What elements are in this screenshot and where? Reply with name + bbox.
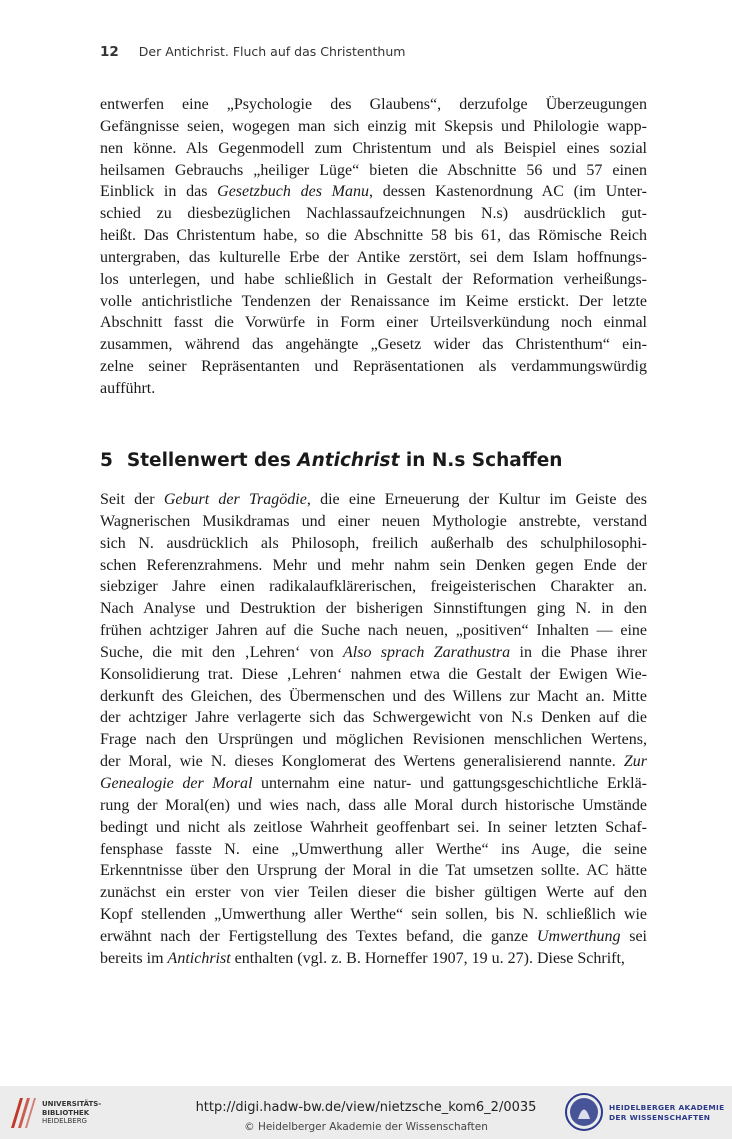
text-line [100,773,647,795]
left-logo-line-2: BIBLIOTHEK [42,1108,90,1117]
italic-title: Gesetzbuch des Manu [217,183,369,201]
italic-title: Umwerthung [536,927,621,945]
italic-title: Genealogie der Moral [100,774,253,792]
text-line [100,948,647,970]
text-run: erwähnt nach der Fertigstellung des Textes befand, die ganze [100,927,537,945]
running-head [100,44,405,60]
copyright-notice: © Heidelberger Akademie der Wissenschaften [244,1121,488,1133]
text-line [100,356,647,378]
text-run: Wagnerischen Musikdramas und einer neuen Mythologie anstrebte, verstand [100,512,647,530]
text-run: schen Referenzrahmens. Mehr und mehr nahm sein Denken gegen Ende der [100,556,647,574]
text-run: zelne seiner Repräsentanten und Repräsentationen als verdammungswürdig [100,358,647,376]
text-line [100,203,647,225]
text-run: derkunft des Gleichen, des Übermenschen und des Willens zur Macht an. Mitte [100,687,647,705]
text-run: zunächst ein erster von vier Teilen dieser die bisher gültigen Werte auf den [100,884,647,902]
text-run: Erkenntnisse über den Ursprung der Moral in die Tat umsetzen sollte. AC hätte [100,862,647,880]
section-title-after: in N.s Schaffen [399,450,563,471]
academy-seal-icon [564,1092,604,1132]
page-number: 12 [100,44,119,60]
text-run: Abschnitt fasst die Vorwürfe in Form einer Urteilsverkündung noch einmal [100,314,647,332]
text-run: Nach Analyse und Destruktion der bisherigen Sinnstiftungen ging N. in den [100,600,647,618]
right-logo-line-1: HEIDELBERGER AKADEMIE [609,1103,725,1112]
text-line [100,138,647,160]
text-line [100,160,647,182]
text-line [100,511,647,533]
text-run: , dessen Kastenordnung AC (im Unter- [369,183,648,201]
text-run: unternahm eine natur- und gattungsgeschichtliche Erklä- [252,774,647,792]
text-run: siebziger Jahre einen radikalaufklärerischen, freigeisterischen Charakter an. [100,578,647,596]
text-line [100,817,647,839]
text-line [100,269,647,291]
text-line [100,707,647,729]
right-logo-line-2: DER WISSENSCHAFTEN [609,1113,711,1122]
text-run: in die Phase ihrer [510,643,648,661]
text-run: Gefängnisse seien, wogegen man sich einzig mit Skepsis und Philologie wapp- [100,117,647,135]
text-run: , die eine Erneuerung der Kultur im Geiste des [306,491,647,508]
text-line [100,247,647,269]
section-heading [100,450,562,471]
left-logo-line-3: HEIDELBERG [42,1117,87,1125]
italic-title: Geburt der Tragödie [163,491,307,508]
page-url[interactable]: http://digi.hadw-bw.de/view/nietzsche_kom6_2/0035 [195,1100,537,1115]
paragraph-2 [100,489,647,970]
text-line [100,225,647,247]
italic-title: Also sprach Zarathustra [343,643,511,661]
text-run: Seit der [100,491,164,508]
text-run: heißt. Das Christentum habe, so die Abschnitte 58 bis 61, das Römische Reich [100,227,647,245]
text-run: Einblick in das [100,183,218,201]
text-line [100,664,647,686]
text-run: nen könne. Als Gegenmodell zum Christentum und als Beispiel eines sozial [100,139,647,157]
text-line [100,642,647,664]
text-run: entwerfen eine „Psychologie des Glaubens“, derzufolge Überzeugungen [100,96,647,113]
text-run: aufführt. [100,379,156,397]
text-line [100,489,647,511]
text-run: fensphase fasste N. eine „Umwerthung aller Werthe“ ins Auge, die seine [100,840,647,858]
section-number: 5 [100,450,113,471]
text-run: zusammen, während das angehängte „Gesetz wider das Christenthum“ ein- [100,336,647,354]
text-line [100,904,647,926]
section-title-before: Stellenwert des [126,450,298,471]
text-run: Konsolidierung trat. Diese ‚Lehren‘ nahmen etwa die Gestalt der Ewigen Wie- [100,665,647,683]
text-run: rung der Moral(en) und wies nach, dass alle Moral durch historische Umstände [100,796,647,814]
text-line [100,926,647,948]
text-line [100,116,647,138]
text-line [100,555,647,577]
text-run: volle antichristliche Tendenzen der Renaissance im Keime erstickt. Der letzte [100,292,647,310]
text-run: enthalten (vgl. z. B. Horneffer 1907, 19 u. 27). Diese Schrift, [230,949,625,967]
text-line [100,378,647,400]
left-logo-line-1: UNIVERSITÄTS- [42,1100,102,1108]
footer-bar [0,1086,732,1139]
text-run: bereits im [100,949,168,967]
text-line [100,795,647,817]
academy-logo[interactable] [564,1092,729,1134]
text-run: schied zu diesbezüglichen Nachlassaufzeichnungen N.s) ausdrücklich gut- [100,205,647,223]
text-run: Frage nach den Ursprüngen und möglichen Revisionen menschlichen Wertens, [100,731,647,749]
text-run: Kopf stellenden „Umwerthung aller Werthe“ sein sollen, bis N. schließlich wie [100,906,647,924]
text-line [100,576,647,598]
text-line [100,533,647,555]
text-line [100,839,647,861]
text-run: sei [620,927,647,945]
text-line [100,598,647,620]
text-line [100,860,647,882]
text-line [100,686,647,708]
text-line [100,882,647,904]
text-run: untergraben, das kulturelle Erbe der Antike zerstört, sei dem Islam hoffnungs- [100,248,647,266]
text-run: bedingt und nicht als zeitlose Wahrheit geoffenbart sei. In seiner letzten Schaf- [100,818,647,836]
italic-title: Zur [623,753,647,771]
text-run: Suche, die mit den ‚Lehren‘ von [100,643,344,661]
text-line [100,181,647,203]
italic-title: Antichrist [167,949,231,967]
text-line [100,312,647,334]
text-line [100,334,647,356]
text-run: frühen achtziger Jahren auf die Suche nach neuen, „positiven“ Inhalten — eine [100,622,647,640]
text-run: der Moral, wie N. dieses Konglomerat des Wertens generalisierend nannte. [100,753,624,771]
text-run: heilsamen Gebrauchs „heiliger Lüge“ bieten die Abschnitte 56 und 57 einen [100,161,647,179]
running-title: Der Antichrist. Fluch auf das Christenthum [138,44,406,59]
text-line [100,620,647,642]
text-line [100,291,647,313]
text-line [100,751,647,773]
paragraph-1 [100,94,647,400]
text-run: der achtziger Jahre verlagerte sich das Schwergewicht von N.s Denken auf die [100,709,647,727]
text-run: sich N. ausdrücklich als Philosoph, freilich außerhalb des schulphilosophi- [100,534,647,552]
section-title-italic: Antichrist [297,450,400,471]
text-run: los unterlegen, und habe schließlich in Gestalt der Reformation verheißungs- [100,270,647,288]
text-line [100,729,647,751]
text-line [100,94,647,116]
